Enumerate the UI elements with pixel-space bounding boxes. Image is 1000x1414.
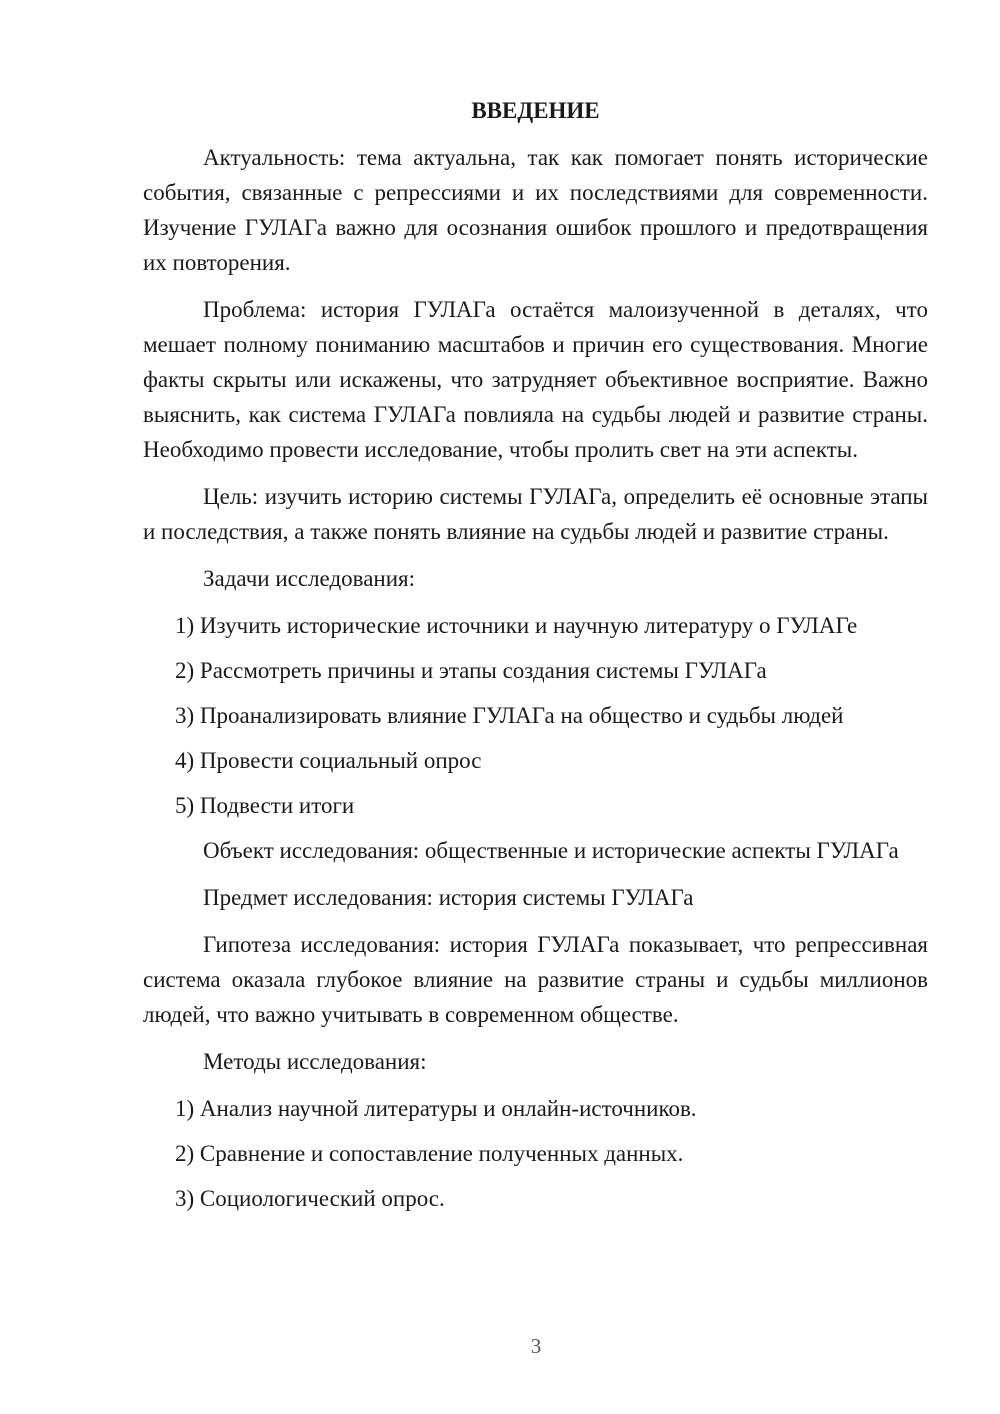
list-item: 3) Социологический опрос. <box>175 1186 445 1211</box>
page-number: 3 <box>530 1334 542 1358</box>
paragraph-object: Объект исследования: общественные и исторические аспекты ГУЛАГа <box>203 838 899 863</box>
list-item: 4) Провести социальный опрос <box>175 748 482 773</box>
list-item: 2) Сравнение и сопоставление полученных данных. <box>175 1141 684 1166</box>
paragraph-problem: Проблема: история ГУЛАГа остаётся малоизученной в деталях, что мешает полному пониманию масштабов и причин его существования. Многие факты скрыты или искажены, что затрудняет объективное восприятие. Важно выяснить, как система ГУЛАГа повлияла на судьбы людей и развитие страны. Необходимо провести исследование, чтобы пролить свет на эти аспекты. <box>143 297 928 462</box>
paragraph-tasks-heading: Задачи исследования: <box>203 566 416 591</box>
list-item: 1) Анализ научной литературы и онлайн-источников. <box>175 1096 697 1121</box>
list-item: 5) Подвести итоги <box>175 793 355 818</box>
list-item: 1) Изучить исторические источники и научную литературу о ГУЛАГе <box>175 613 858 638</box>
list-item: 3) Проанализировать влияние ГУЛАГа на общество и судьбы людей <box>175 703 844 728</box>
document-body <box>143 93 928 1226</box>
paragraph-subject: Предмет исследования: история системы ГУЛАГа <box>203 885 694 910</box>
page-title: ВВЕДЕНИЕ <box>471 98 600 123</box>
paragraph-goal: Цель: изучить историю системы ГУЛАГа, определить её основные этапы и последствия, а также понять влияние на судьбы людей и развитие страны. <box>143 484 928 544</box>
paragraph-relevance: Актуальность: тема актуальна, так как помогает понять исторические события, связанные с репрессиями и их последствиями для современности. Изучение ГУЛАГа важно для осознания ошибок прошлого и предотвращения их повторения. <box>143 145 928 275</box>
paragraph-hypothesis: Гипотеза исследования: история ГУЛАГа показывает, что репрессивная система оказала глубокое влияние на развитие страны и судьбы миллионов людей, что важно учитывать в современном обществе. <box>143 932 928 1027</box>
paragraph-methods-heading: Методы исследования: <box>203 1049 427 1074</box>
list-item: 2) Рассмотреть причины и этапы создания системы ГУЛАГа <box>175 658 767 683</box>
